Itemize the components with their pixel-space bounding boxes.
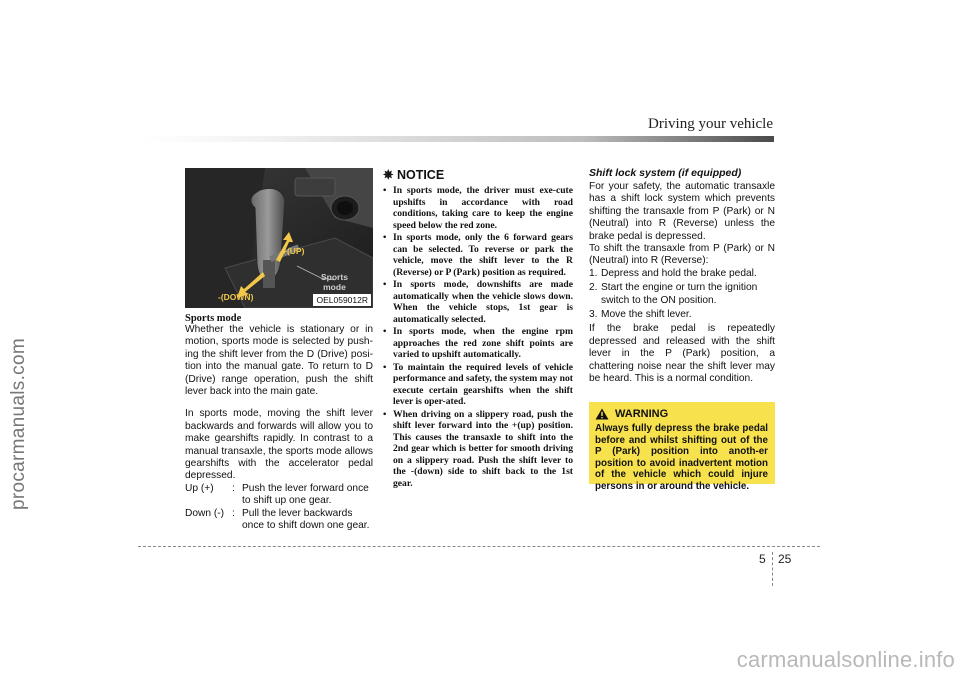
header-title: Driving your vehicle	[648, 116, 773, 132]
step-text: Start the engine or turn the ignition switch to the ON position.	[601, 282, 758, 306]
notice-title: ✵ NOTICE	[383, 168, 445, 182]
notice-item: • In sports mode, downshifts are made automatically when the vehicle slows down. When the vehicle stops, 1st gear is automatically selected.	[383, 279, 573, 325]
shift-lock-step	[589, 309, 775, 321]
definition-down	[185, 508, 373, 533]
shift-lock-step	[589, 282, 775, 307]
sports-mode-title: Sports mode	[185, 313, 242, 324]
side-watermark-text: procarmanuals.com	[8, 338, 29, 510]
definition-description: Push the lever forward once to shift up one gear.	[242, 482, 369, 507]
footer-page-divider	[772, 552, 773, 586]
warning-box	[589, 402, 775, 492]
shift-lock-intro: For your safety, the automatic transaxle has a shift lock system which prevents shifting the transaxle from P (Park) or N (Neutral) into R (Reverse) unless the brake pedal is depressed.	[589, 181, 775, 242]
shift-lock-lead: To shift the transaxle from P (Park) or N (Neutral) into R (Reverse):	[589, 243, 775, 267]
sports-mode-paragraph-1: Whether the vehicle is stationary or in motion, sports mode is selected by push-ing the shift lever from the D (Drive) posi-tion into the manual gate. To return to D (Drive) range operation, push the shift lever back into the main gate.	[185, 324, 373, 398]
definition-term: Up (+)	[185, 482, 214, 494]
warning-triangle-icon	[595, 408, 609, 420]
shift-lock-outro: If the brake pedal is repeatedly depressed and released with the shift lever in the P (Park) position, a chattering noise near the shift lever may be heard. This is a normal condition.	[589, 323, 775, 385]
page-chapter: 5	[759, 552, 766, 566]
column-sports-mode	[185, 168, 373, 533]
warning-header	[595, 408, 768, 420]
definition-separator: :	[232, 482, 235, 494]
notice-item: • To maintain the required levels of vehicle performance and safety, the system may not execute certain gearshifts when the shift lever is oper-ated.	[383, 362, 573, 408]
step-text: Depress and hold the brake pedal.	[601, 267, 757, 279]
sports-mode-paragraph-2: In sports mode, moving the shift lever backwards and forwards will allow you to make gearshifts rapidly. In contrast to a manual transaxle, the sports mode allows gearshifts with the accelerator pedal depressed.	[185, 408, 373, 482]
figure-label-sports: Sports	[321, 272, 348, 282]
footer-divider	[138, 546, 820, 547]
definition-term: Down (-)	[185, 507, 225, 519]
step-text: Move the shift lever.	[601, 309, 692, 321]
notice-item: • In sports mode, when the engine rpm approaches the red zone shift points are varied to upshift automatically.	[383, 326, 573, 361]
shift-lever-figure	[185, 168, 373, 308]
definition-description: Pull the lever backwards once to shift down one gear.	[242, 507, 370, 532]
definition-up	[185, 483, 373, 508]
step-number: 3.	[589, 309, 598, 321]
side-watermark	[2, 300, 42, 510]
header-rule	[138, 136, 774, 142]
definition-separator: :	[232, 507, 235, 519]
shift-lock-step	[589, 268, 775, 280]
notice-list	[383, 185, 573, 489]
bottom-watermark: carmanualsonline.info	[736, 647, 955, 672]
step-number: 2.	[589, 282, 598, 294]
notice-item: • In sports mode, the driver must exe-cute upshifts in accordance with road conditions, taking care to keep the engine speed below the red zone.	[383, 185, 573, 231]
notice-item: • When driving on a slippery road, push the shift lever forward into the +(up) position. This causes the transaxle to shift into the 2nd gear which is better for smooth driving on a slippery road. Push the shift lever to the -(down) side to shift back to the 1st gear.	[383, 409, 573, 490]
warning-title: WARNING	[615, 408, 669, 420]
notice-item: • In sports mode, only the 6 forward gears can be selected. To reverse or park the vehicle, move the shift lever to the R (Reverse) or P (Park) position as required.	[383, 232, 573, 278]
figure-label-sports-mode	[321, 272, 348, 292]
shift-lock-steps	[589, 268, 775, 322]
page-number: 25	[778, 552, 792, 566]
step-number: 1.	[589, 267, 598, 279]
warning-text: Always fully depress the brake pedal before and whilst shifting out of the P (Park) position into anoth-er position to avoid inadvertent motion of the vehicle which could injure persons in or around the vehicle.	[595, 423, 768, 492]
figure-label-mode: mode	[323, 282, 346, 292]
figure-label-down: -(DOWN)	[218, 292, 254, 302]
figure-label-up: +(UP)	[282, 246, 305, 256]
column-notice	[383, 167, 573, 490]
figure-code: OEL059012R	[313, 294, 371, 306]
shift-lock-title: Shift lock system (if equipped)	[589, 167, 742, 179]
column-shift-lock	[589, 167, 775, 386]
